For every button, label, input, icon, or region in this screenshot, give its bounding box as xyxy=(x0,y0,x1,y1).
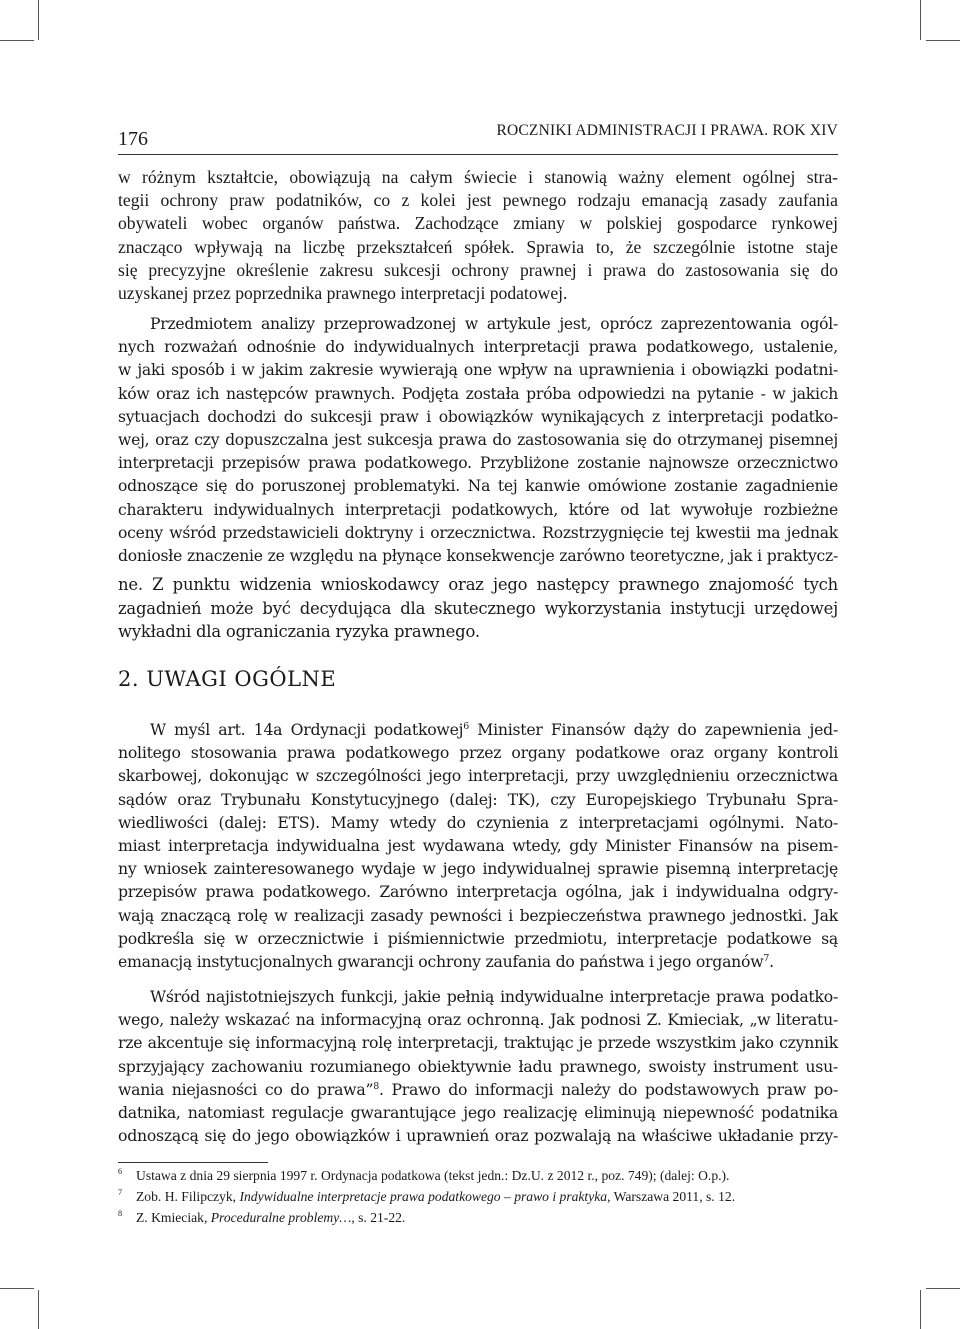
crop-mark-bottom-left xyxy=(38,1290,39,1329)
text-line: charakteru indywidualnych interpretacji podatkowych, które od lat wywołuje rozbieżne xyxy=(118,500,838,519)
crop-mark-top-left xyxy=(38,0,39,40)
text-line xyxy=(118,1078,838,1101)
text-line: w jaki sposób i w jakim zakresie wywierają one wpływ na uprawnienia i obowiązki podatni- xyxy=(118,361,838,380)
text-line: podkreśla się w orzecznictwie i piśmiennictwie przedmiotu, interpretacje podatkowe są xyxy=(118,928,838,948)
paragraph-subject xyxy=(118,313,838,568)
footnote-text: Z. Kmieciak, xyxy=(136,1210,211,1225)
text-line: odnoszące się do poruszonej problematyki. Na tej kanwie omówione zostanie zagadnienie xyxy=(118,477,838,496)
footnote-separator xyxy=(118,1162,268,1163)
text-line: nych rozważań odnośnie do indywidualnych interpretacji prawa podatkowego, ustalenie, xyxy=(118,338,838,357)
text-line: skarbowej, dokonując w szczególności jego interpretacji, przy uwzględnieniu orzecznictwa xyxy=(118,766,838,786)
text-line: Przedmiotem analizy przeprowadzonej w artykule jest, oprócz zaprezentowania ogól- xyxy=(150,315,838,333)
text-segment: W myśl art. 14a Ordynacji podatkowej xyxy=(150,720,464,739)
page-number: 176 xyxy=(118,128,148,150)
text-line: wają znaczącą rolę w realizacji zasady pewności i bezpieczeństwa prawnego jednostki. Jak xyxy=(118,905,838,925)
text-line: interpretacji przepisów prawa podatkowego. Przybliżone zostanie najnowsze orzecznictwo xyxy=(118,454,838,473)
text-line xyxy=(118,950,838,973)
footnote-title: Indywidualne interpretacje prawa podatkowego – prawo i praktyka xyxy=(239,1189,608,1204)
text-line: doniosłe znaczenie ze względu na płynące konsekwencje zarówno teoretyczne, jak i praktycz- xyxy=(118,547,838,566)
text-line: uzyskanej przez poprzednika prawnego interpretacji podatowej. xyxy=(118,283,568,304)
footnote-ref[interactable]: 8 xyxy=(373,1080,379,1092)
text-line: wej, oraz czy dopuszczalna jest sukcesja prawa do zastosowania się do otrzymanej pisemnej xyxy=(118,431,838,450)
text-line: sprzyjający zachowaniu rozumianego obiektywnie ładu prawnego, swoisty instrument usu- xyxy=(118,1056,838,1076)
text-line: odnoszącą się do jego obowiązków i uprawnień oraz pozwalają na właściwe układanie przy- xyxy=(118,1126,838,1146)
text-line: nolitego stosowania prawa podatkowego przez organy podatkowe oraz organy kontroli xyxy=(118,743,838,763)
paragraph-functions xyxy=(118,985,838,1147)
text-line: datnika, natomiast regulacje gwarantujące jego realizację eliminują niepewność podatnika xyxy=(118,1103,838,1123)
crop-mark-top-right xyxy=(920,0,921,40)
text-line: znacząco wpływają na liczbę przekształceń spółek. Sprawia to, że szczególnie istotne staje xyxy=(118,236,838,257)
text-line: sądów oraz Trybunału Konstytucyjnego (dalej: TK), czy Europejskiego Trybunału Spra- xyxy=(118,789,838,809)
paragraph-continuation xyxy=(118,573,838,644)
text-line: zagadnień może być decydująca dla skutecznego wykorzystania instytucji urzędowej xyxy=(118,598,838,618)
running-title: ROCZNIKI ADMINISTRACJI I PRAWA. ROK XIV xyxy=(496,122,838,139)
crop-mark-bottom-right-h xyxy=(926,1288,960,1289)
text-line: miast interpretacja indywidualna jest wydawana wtedy, gdy Minister Finansów na pisem- xyxy=(118,836,838,856)
footnote-ref[interactable]: 7 xyxy=(763,952,770,964)
paragraph-general-remarks xyxy=(118,718,838,973)
footnote-ref[interactable]: 6 xyxy=(463,720,469,732)
text-line: wego, należy wskazać na informacyjną oraz ochronną. Jak podnosi Z. Kmieciak, „w literatu- xyxy=(118,1010,838,1030)
text-segment: . xyxy=(769,952,774,972)
crop-mark-bottom-left-h xyxy=(0,1288,34,1289)
text-line: ny wniosek zainteresowanego wydaje w jego indywidualnej sprawie pisemną interpretację xyxy=(118,859,838,879)
text-line: ków oraz ich następców prawnych. Podjęta została próba odpowiedzi na pytanie - w jakich xyxy=(118,384,838,403)
footnote-text: , s. 21-22. xyxy=(351,1210,406,1225)
text-line: wykładni dla ograniczania ryzyka prawnego. xyxy=(118,622,480,641)
footnote-text: Zob. H. Filipczyk, xyxy=(136,1189,240,1204)
text-line: się precyzyjne określenie zakresu sukcesji ochrony prawnej i prawa do zastosowania się do xyxy=(118,259,838,280)
crop-mark-top-left-h xyxy=(0,40,34,41)
text-segment: emanacją instytucjonalnych gwarancji ochrony zaufania do państwa i jego organów xyxy=(118,952,764,972)
footnote-8: $^8$ Z. Kmieciak, Proceduralne problemy…, s. 21-22. xyxy=(118,1209,406,1225)
footnote-7: $^7$ Zob. H. Filipczyk, Indywidualne interpretacje prawa podatkowego – prawo i praktyka, Warszawa 2011, s. 12. xyxy=(118,1188,736,1204)
text-line: ne. Z punktu widzenia wnioskodawcy oraz jego następcy prawnego znajomość tych xyxy=(118,575,838,594)
text-line: oceny wśród przedstawicieli doktryny i orzecznictwa. Rozstrzygnięcie tej kwestii ma jednak xyxy=(118,523,838,542)
text-line: rze akcentuje się informacyjną rolę interpretacji, traktując je przede wszystkim jako czynnik xyxy=(118,1033,838,1053)
text-line: w różnym kształtcie, obowiązują na całym świecie i stanowią ważny element ogólnej stra- xyxy=(118,167,838,187)
footnote-6: $^6$ Ustawa z dnia 29 sierpnia 1997 r. Ordynacja podatkowa (tekst jedn.: Dz.U. z 2012 r., poz. 749); (dalej: O.p.). xyxy=(118,1167,730,1183)
text-segment: wania niejasności co do prawa” xyxy=(118,1079,374,1099)
running-header xyxy=(118,120,838,155)
section-heading: 2. UWAGI OGÓLNE xyxy=(118,667,337,691)
text-segment: . Prawo do informacji należy do podstawowych praw po- xyxy=(378,1079,838,1099)
text-line: Wśród najistotniejszych funkcji, jakie pełnią indywidualne interpretacje prawa podatko- xyxy=(150,987,838,1006)
footnote-text: , Warszawa 2011, s. 12. xyxy=(607,1189,736,1204)
crop-mark-top-right-h xyxy=(926,40,960,41)
text-line: obywateli wobec organów państwa. Zachodzące zmiany w polskiej gospodarce rynkowej xyxy=(118,213,838,234)
text-line: tegii ochrony praw podatników, co z kolei jest pewnego rodzaju emanacją zasady zaufania xyxy=(118,190,838,211)
footnote-title: Proceduralne problemy… xyxy=(210,1210,352,1225)
footnote-text: Ustawa z dnia 29 sierpnia 1997 r. Ordynacja podatkowa (tekst jedn.: Dz.U. z 2012 r., poz. 749); (dalej: O.p.). xyxy=(136,1168,730,1183)
crop-mark-bottom-right xyxy=(920,1290,921,1329)
text-line: przepisów prawa podatkowego. Zarówno interpretacja ogólna, jak i indywidualna odgry- xyxy=(118,882,838,902)
text-line: wiedliwości (dalej: ETS). Mamy wtedy do czynienia z interpretacjami ogólnymi. Nato- xyxy=(118,812,838,832)
text-line xyxy=(118,718,838,741)
text-line: sytuacjach dochodzi do sukcesji praw i obowiązków wynikających z interpretacji podatko- xyxy=(118,407,838,426)
text-segment: Minister Finansów dąży do zapewnienia jed- xyxy=(468,720,838,739)
paragraph-intro xyxy=(118,166,838,305)
